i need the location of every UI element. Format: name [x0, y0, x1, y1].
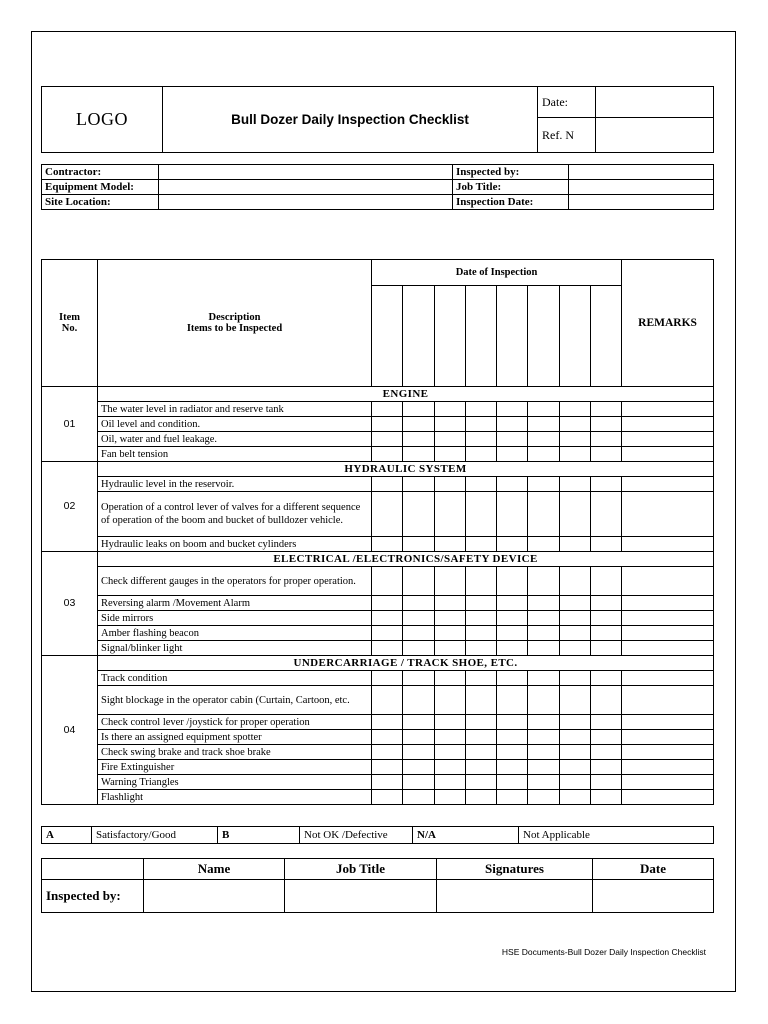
inspected-by-label: Inspected by: — [453, 165, 569, 180]
inspection-check-cell[interactable] — [590, 611, 621, 626]
inspection-check-cell[interactable] — [559, 611, 590, 626]
inspected-by-field[interactable] — [569, 165, 714, 180]
inspection-check-cell[interactable] — [528, 611, 559, 626]
table-row — [42, 432, 714, 447]
table-row — [42, 611, 714, 626]
remarks-cell[interactable] — [622, 611, 714, 626]
inspection-check-cell[interactable] — [559, 790, 590, 805]
date-column-1[interactable] — [372, 286, 403, 387]
inspection-check-cell[interactable] — [559, 745, 590, 760]
date-field[interactable] — [596, 87, 714, 118]
inspection-check-cell[interactable] — [434, 567, 465, 596]
inspection-check-cell[interactable] — [559, 477, 590, 492]
inspection-item-description: Check control lever /joystick for proper operation — [98, 715, 372, 730]
inspection-check-cell[interactable] — [372, 477, 403, 492]
inspection-check-cell[interactable] — [465, 760, 496, 775]
sig-signatures-header: Signatures — [437, 859, 593, 880]
inspection-check-cell[interactable] — [590, 492, 621, 537]
inspection-check-cell[interactable] — [559, 760, 590, 775]
inspection-check-cell[interactable] — [434, 715, 465, 730]
description-header — [98, 260, 372, 387]
inspection-check-cell[interactable] — [372, 745, 403, 760]
inspection-check-cell[interactable] — [372, 596, 403, 611]
table-row — [42, 715, 714, 730]
inspection-check-cell[interactable] — [559, 715, 590, 730]
table-row — [42, 641, 714, 656]
inspection-check-cell[interactable] — [403, 790, 434, 805]
date-label: Date: — [538, 87, 596, 118]
table-row — [42, 567, 714, 596]
inspection-check-cell[interactable] — [403, 567, 434, 596]
remarks-cell[interactable] — [622, 567, 714, 596]
inspection-check-cell[interactable] — [497, 492, 528, 537]
inspection-check-cell[interactable] — [372, 790, 403, 805]
date-column-2[interactable] — [403, 286, 434, 387]
inspection-check-cell[interactable] — [528, 730, 559, 745]
inspection-check-cell[interactable] — [528, 745, 559, 760]
remarks-cell[interactable] — [622, 477, 714, 492]
inspection-check-cell[interactable] — [434, 611, 465, 626]
inspection-check-cell[interactable] — [559, 671, 590, 686]
inspection-item-description: Flashlight — [98, 790, 372, 805]
checklist-table — [41, 259, 714, 805]
inspection-check-cell[interactable] — [465, 477, 496, 492]
inspection-check-cell[interactable] — [465, 715, 496, 730]
inspection-check-cell[interactable] — [497, 567, 528, 596]
inspection-check-cell[interactable] — [403, 417, 434, 432]
inspection-check-cell[interactable] — [465, 417, 496, 432]
inspection-check-cell[interactable] — [590, 671, 621, 686]
inspection-check-cell[interactable] — [434, 730, 465, 745]
inspection-check-cell[interactable] — [403, 477, 434, 492]
document-title: Bull Dozer Daily Inspection Checklist — [163, 87, 538, 153]
date-column-3[interactable] — [434, 286, 465, 387]
description-header-line2: Items to be Inspected — [186, 323, 283, 334]
inspection-check-cell[interactable] — [434, 686, 465, 715]
inspection-check-cell[interactable] — [372, 537, 403, 552]
inspection-date-field[interactable] — [569, 195, 714, 210]
table-row — [42, 537, 714, 552]
inspection-item-description: Is there an assigned equipment spotter — [98, 730, 372, 745]
ref-field[interactable] — [596, 118, 714, 153]
inspection-item-description: Warning Triangles — [98, 775, 372, 790]
inspection-check-cell[interactable] — [497, 641, 528, 656]
logo: LOGO — [42, 87, 163, 153]
inspection-check-cell[interactable] — [590, 432, 621, 447]
inspection-check-cell[interactable] — [372, 730, 403, 745]
inspection-check-cell[interactable] — [372, 417, 403, 432]
sig-job-title-header: Job Title — [285, 859, 437, 880]
inspection-check-cell[interactable] — [559, 447, 590, 462]
equipment-model-label: Equipment Model: — [42, 180, 159, 195]
inspection-check-cell[interactable] — [465, 686, 496, 715]
inspection-check-cell[interactable] — [403, 775, 434, 790]
section-title: ELECTRICAL /ELECTRONICS/SAFETY DEVICE — [98, 552, 714, 567]
inspection-check-cell[interactable] — [559, 417, 590, 432]
remarks-cell[interactable] — [622, 790, 714, 805]
table-row — [42, 447, 714, 462]
inspection-check-cell[interactable] — [590, 686, 621, 715]
inspection-check-cell[interactable] — [590, 402, 621, 417]
inspection-check-cell[interactable] — [372, 447, 403, 462]
date-column-8[interactable] — [590, 286, 621, 387]
inspection-check-cell[interactable] — [590, 626, 621, 641]
header-table — [41, 86, 714, 153]
sig-job-title-field[interactable] — [285, 880, 437, 913]
inspection-check-cell[interactable] — [497, 477, 528, 492]
legend-na: N/A — [413, 827, 519, 844]
inspection-check-cell[interactable] — [403, 686, 434, 715]
inspection-check-cell[interactable] — [465, 641, 496, 656]
inspection-check-cell[interactable] — [434, 477, 465, 492]
inspection-check-cell[interactable] — [434, 492, 465, 537]
inspection-check-cell[interactable] — [465, 730, 496, 745]
inspection-check-cell[interactable] — [497, 447, 528, 462]
table-row — [42, 492, 714, 537]
contractor-field[interactable] — [159, 165, 453, 180]
inspection-check-cell[interactable] — [559, 596, 590, 611]
inspection-check-cell[interactable] — [434, 641, 465, 656]
legend-na-text: Not Applicable — [519, 827, 714, 844]
remarks-cell[interactable] — [622, 671, 714, 686]
inspection-check-cell[interactable] — [465, 790, 496, 805]
inspection-check-cell[interactable] — [590, 477, 621, 492]
inspection-check-cell[interactable] — [528, 790, 559, 805]
remarks-cell[interactable] — [622, 760, 714, 775]
inspection-check-cell[interactable] — [372, 641, 403, 656]
inspection-check-cell[interactable] — [403, 492, 434, 537]
inspection-check-cell[interactable] — [372, 760, 403, 775]
inspection-check-cell[interactable] — [403, 671, 434, 686]
inspection-check-cell[interactable] — [528, 447, 559, 462]
inspection-check-cell[interactable] — [465, 626, 496, 641]
remarks-cell[interactable] — [622, 596, 714, 611]
inspection-check-cell[interactable] — [372, 611, 403, 626]
inspection-check-cell[interactable] — [465, 775, 496, 790]
date-column-6[interactable] — [528, 286, 559, 387]
inspection-check-cell[interactable] — [497, 686, 528, 715]
table-row — [42, 417, 714, 432]
inspection-check-cell[interactable] — [465, 432, 496, 447]
inspection-check-cell[interactable] — [590, 760, 621, 775]
inspection-check-cell[interactable] — [403, 626, 434, 641]
inspection-item-description: Amber flashing beacon — [98, 626, 372, 641]
inspection-item-description: Reversing alarm /Movement Alarm — [98, 596, 372, 611]
inspection-check-cell[interactable] — [403, 432, 434, 447]
inspection-check-cell[interactable] — [465, 567, 496, 596]
inspection-check-cell[interactable] — [434, 596, 465, 611]
inspection-check-cell[interactable] — [372, 715, 403, 730]
inspection-check-cell[interactable] — [497, 432, 528, 447]
inspection-item-description: Fan belt tension — [98, 447, 372, 462]
date-column-5[interactable] — [497, 286, 528, 387]
table-row — [42, 730, 714, 745]
inspection-check-cell[interactable] — [497, 611, 528, 626]
inspection-check-cell[interactable] — [528, 671, 559, 686]
inspection-check-cell[interactable] — [465, 402, 496, 417]
inspection-check-cell[interactable] — [403, 641, 434, 656]
table-row — [42, 790, 714, 805]
job-title-label: Job Title: — [453, 180, 569, 195]
inspection-check-cell[interactable] — [434, 432, 465, 447]
table-row — [42, 477, 714, 492]
inspection-check-cell[interactable] — [497, 730, 528, 745]
table-row — [42, 596, 714, 611]
item-number: 02 — [42, 462, 98, 552]
signature-table — [41, 858, 714, 913]
inspection-check-cell[interactable] — [403, 760, 434, 775]
inspection-check-cell[interactable] — [497, 626, 528, 641]
remarks-cell[interactable] — [622, 402, 714, 417]
inspection-item-description: Check swing brake and track shoe brake — [98, 745, 372, 760]
section-title: HYDRAULIC SYSTEM — [98, 462, 714, 477]
legend-table — [41, 826, 714, 844]
item-number: 01 — [42, 387, 98, 462]
inspection-check-cell[interactable] — [528, 760, 559, 775]
inspection-check-cell[interactable] — [372, 671, 403, 686]
inspection-item-description: Oil, water and fuel leakage. — [98, 432, 372, 447]
inspection-check-cell[interactable] — [403, 596, 434, 611]
sig-signature-field[interactable] — [437, 880, 593, 913]
inspection-check-cell[interactable] — [403, 402, 434, 417]
inspection-check-cell[interactable] — [528, 626, 559, 641]
inspection-check-cell[interactable] — [434, 775, 465, 790]
inspection-check-cell[interactable] — [403, 537, 434, 552]
inspection-check-cell[interactable] — [434, 790, 465, 805]
inspection-check-cell[interactable] — [590, 447, 621, 462]
inspection-check-cell[interactable] — [434, 417, 465, 432]
inspection-check-cell[interactable] — [372, 402, 403, 417]
inspection-item-description: Track condition — [98, 671, 372, 686]
inspection-check-cell[interactable] — [528, 596, 559, 611]
inspection-check-cell[interactable] — [559, 432, 590, 447]
date-of-inspection-header: Date of Inspection — [372, 260, 622, 286]
inspection-check-cell[interactable] — [559, 730, 590, 745]
table-row — [42, 686, 714, 715]
item-no-header-line1: Item — [59, 312, 80, 323]
inspection-check-cell[interactable] — [465, 671, 496, 686]
inspection-check-cell[interactable] — [590, 417, 621, 432]
inspection-check-cell[interactable] — [528, 567, 559, 596]
remarks-cell[interactable] — [622, 775, 714, 790]
remarks-cell[interactable] — [622, 537, 714, 552]
inspection-check-cell[interactable] — [590, 790, 621, 805]
inspection-check-cell[interactable] — [434, 402, 465, 417]
inspection-check-cell[interactable] — [528, 417, 559, 432]
inspection-check-cell[interactable] — [497, 417, 528, 432]
legend-b-text: Not OK /Defective — [300, 827, 413, 844]
inspection-check-cell[interactable] — [434, 447, 465, 462]
remarks-cell[interactable] — [622, 626, 714, 641]
inspection-item-description: Check different gauges in the operators for proper operation. — [98, 567, 372, 596]
remarks-cell[interactable] — [622, 686, 714, 715]
inspection-check-cell[interactable] — [372, 567, 403, 596]
inspection-check-cell[interactable] — [434, 760, 465, 775]
inspection-check-cell[interactable] — [528, 402, 559, 417]
sig-date-field[interactable] — [593, 880, 714, 913]
inspection-check-cell[interactable] — [528, 641, 559, 656]
equipment-model-field[interactable] — [159, 180, 453, 195]
remarks-cell[interactable] — [622, 447, 714, 462]
job-title-field[interactable] — [569, 180, 714, 195]
sig-blank-header — [42, 859, 144, 880]
inspection-item-description: Fire Extinguisher — [98, 760, 372, 775]
inspection-check-cell[interactable] — [590, 715, 621, 730]
description-header-line1: Description — [208, 312, 261, 323]
inspection-check-cell[interactable] — [465, 611, 496, 626]
inspection-check-cell[interactable] — [372, 626, 403, 641]
site-location-field[interactable] — [159, 195, 453, 210]
inspection-check-cell[interactable] — [590, 537, 621, 552]
table-row — [42, 626, 714, 641]
item-no-header-line2: No. — [61, 323, 78, 334]
inspection-check-cell[interactable] — [528, 715, 559, 730]
sig-inspected-by-label: Inspected by: — [42, 880, 144, 913]
inspection-check-cell[interactable] — [559, 567, 590, 596]
inspection-item-description: Sight blockage in the operator cabin (Curtain, Cartoon, etc. — [98, 686, 372, 715]
inspection-check-cell[interactable] — [559, 492, 590, 537]
remarks-cell[interactable] — [622, 745, 714, 760]
remarks-cell[interactable] — [622, 432, 714, 447]
inspection-check-cell[interactable] — [590, 596, 621, 611]
inspection-check-cell[interactable] — [372, 492, 403, 537]
inspection-check-cell[interactable] — [403, 745, 434, 760]
inspection-check-cell[interactable] — [528, 432, 559, 447]
sig-date-header: Date — [593, 859, 714, 880]
item-no-header — [42, 260, 98, 387]
inspection-check-cell[interactable] — [497, 715, 528, 730]
inspection-item-description: The water level in radiator and reserve tank — [98, 402, 372, 417]
table-row — [42, 760, 714, 775]
inspection-check-cell[interactable] — [372, 432, 403, 447]
inspection-item-description: Oil level and condition. — [98, 417, 372, 432]
legend-a-text: Satisfactory/Good — [92, 827, 218, 844]
inspection-check-cell[interactable] — [465, 447, 496, 462]
inspection-check-cell[interactable] — [497, 596, 528, 611]
inspection-item-description: Side mirrors — [98, 611, 372, 626]
inspection-item-description: Operation of a control lever of valves for a different sequence of operation of the boom and bucket of bulldozer vehicle. — [98, 492, 372, 537]
inspection-check-cell[interactable] — [590, 730, 621, 745]
remarks-cell[interactable] — [622, 492, 714, 537]
table-row — [42, 745, 714, 760]
inspection-check-cell[interactable] — [465, 492, 496, 537]
inspection-check-cell[interactable] — [559, 686, 590, 715]
inspection-check-cell[interactable] — [372, 775, 403, 790]
legend-b: B — [218, 827, 300, 844]
table-row — [42, 402, 714, 417]
legend-a: A — [42, 827, 92, 844]
inspection-check-cell[interactable] — [403, 730, 434, 745]
date-column-7[interactable] — [559, 286, 590, 387]
inspection-check-cell[interactable] — [372, 686, 403, 715]
sig-name-header: Name — [144, 859, 285, 880]
item-number: 04 — [42, 656, 98, 805]
inspection-check-cell[interactable] — [497, 745, 528, 760]
inspection-check-cell[interactable] — [528, 686, 559, 715]
section-title: UNDERCARRIAGE / TRACK SHOE, ETC. — [98, 656, 714, 671]
inspection-check-cell[interactable] — [497, 537, 528, 552]
inspection-check-cell[interactable] — [590, 641, 621, 656]
inspection-date-label: Inspection Date: — [453, 195, 569, 210]
remarks-cell[interactable] — [622, 730, 714, 745]
inspection-check-cell[interactable] — [528, 537, 559, 552]
inspection-check-cell[interactable] — [559, 537, 590, 552]
inspection-check-cell[interactable] — [528, 492, 559, 537]
inspection-check-cell[interactable] — [434, 671, 465, 686]
section-title: ENGINE — [98, 387, 714, 402]
inspection-check-cell[interactable] — [497, 790, 528, 805]
inspection-check-cell[interactable] — [497, 775, 528, 790]
inspection-check-cell[interactable] — [590, 745, 621, 760]
table-row — [42, 671, 714, 686]
remarks-cell[interactable] — [622, 641, 714, 656]
inspection-check-cell[interactable] — [590, 775, 621, 790]
remarks-cell[interactable] — [622, 715, 714, 730]
date-column-4[interactable] — [465, 286, 496, 387]
inspection-check-cell[interactable] — [497, 760, 528, 775]
inspection-check-cell[interactable] — [497, 402, 528, 417]
inspection-check-cell[interactable] — [465, 596, 496, 611]
table-row — [42, 775, 714, 790]
remarks-cell[interactable] — [622, 417, 714, 432]
inspection-check-cell[interactable] — [434, 626, 465, 641]
inspection-check-cell[interactable] — [465, 745, 496, 760]
inspection-check-cell[interactable] — [403, 715, 434, 730]
inspection-check-cell[interactable] — [590, 567, 621, 596]
info-table — [41, 164, 714, 210]
inspection-check-cell[interactable] — [403, 447, 434, 462]
site-location-label: Site Location: — [42, 195, 159, 210]
inspection-check-cell[interactable] — [403, 611, 434, 626]
contractor-label: Contractor: — [42, 165, 159, 180]
inspection-check-cell[interactable] — [434, 745, 465, 760]
remarks-header: REMARKS — [622, 260, 714, 387]
inspection-item-description: Hydraulic leaks on boom and bucket cylinders — [98, 537, 372, 552]
inspection-item-description: Hydraulic level in the reservoir. — [98, 477, 372, 492]
sig-name-field[interactable] — [144, 880, 285, 913]
inspection-check-cell[interactable] — [559, 626, 590, 641]
ref-label: Ref. N — [538, 118, 596, 153]
inspection-check-cell[interactable] — [559, 641, 590, 656]
item-number: 03 — [42, 552, 98, 656]
inspection-check-cell[interactable] — [465, 537, 496, 552]
inspection-item-description: Signal/blinker light — [98, 641, 372, 656]
footer-text: HSE Documents-Bull Dozer Daily Inspection Checklist — [501, 947, 706, 957]
inspection-check-cell[interactable] — [559, 775, 590, 790]
inspection-check-cell[interactable] — [497, 671, 528, 686]
inspection-check-cell[interactable] — [434, 537, 465, 552]
inspection-check-cell[interactable] — [559, 402, 590, 417]
inspection-check-cell[interactable] — [528, 477, 559, 492]
inspection-check-cell[interactable] — [528, 775, 559, 790]
